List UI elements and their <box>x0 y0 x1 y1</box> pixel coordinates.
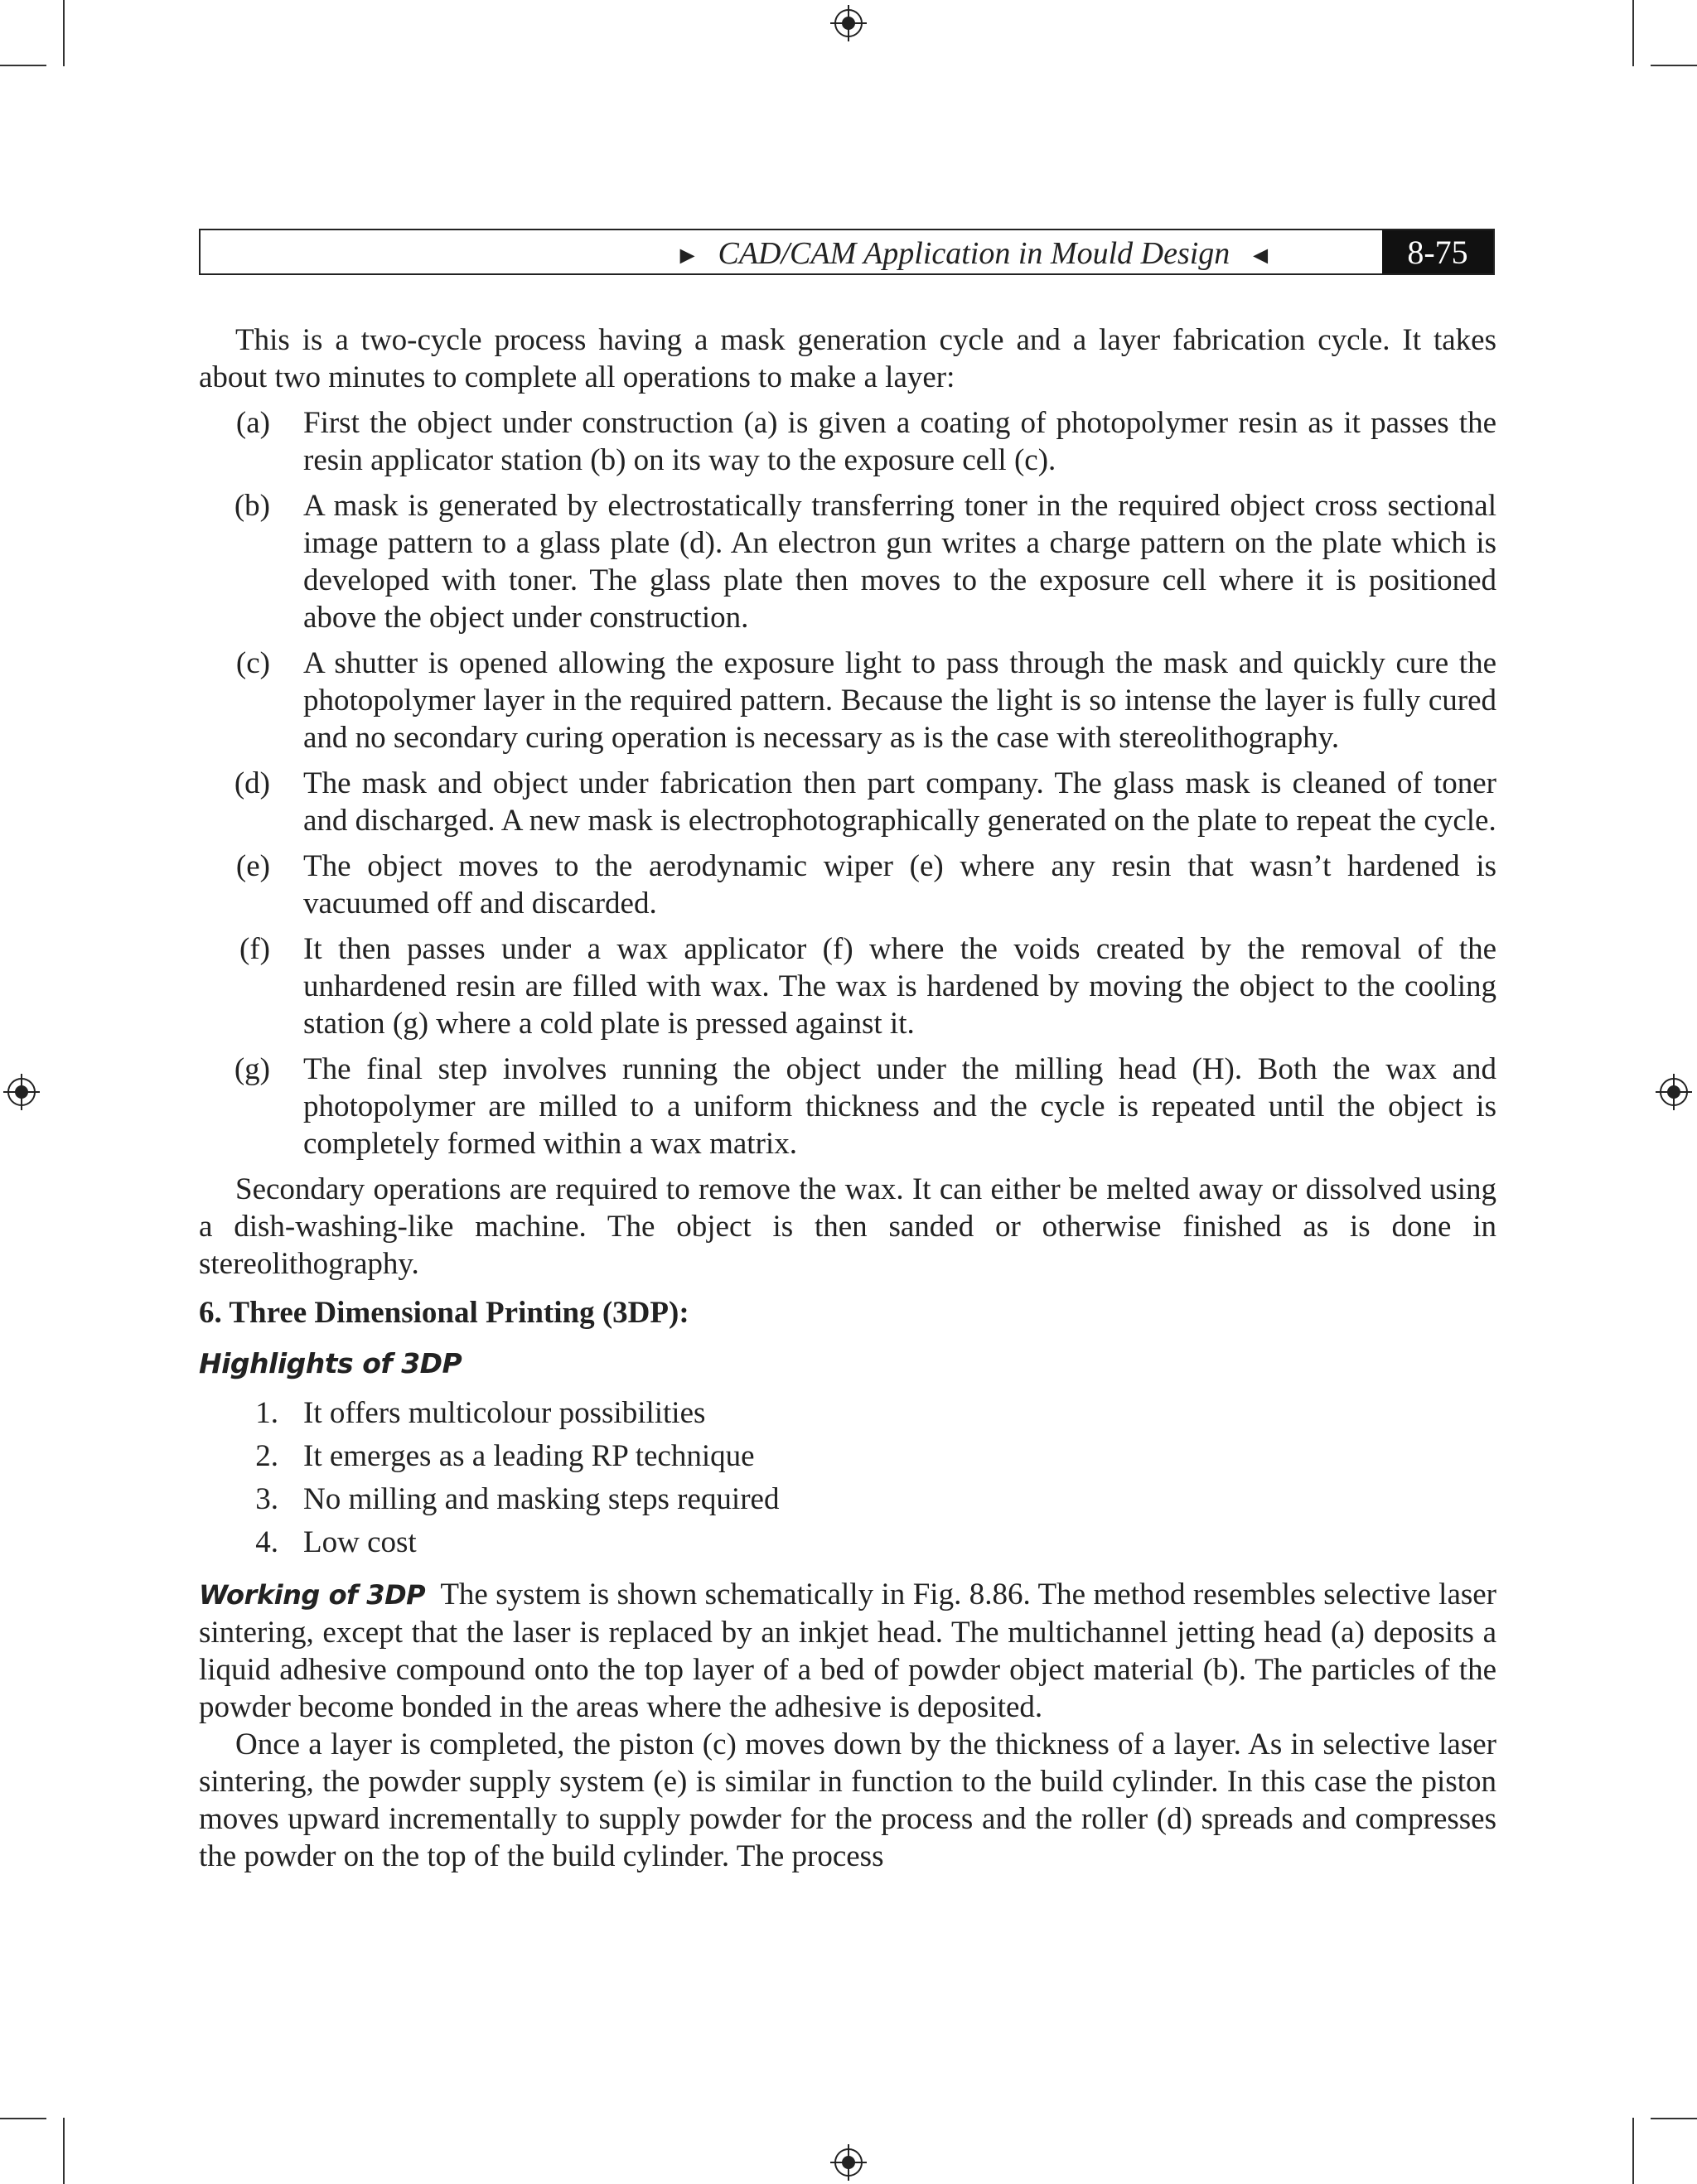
highlights-list <box>199 1392 1496 1564</box>
registration-mark-icon <box>830 5 867 41</box>
step-label: (d) <box>234 766 270 800</box>
list-item <box>199 1521 1496 1564</box>
registration-mark-icon <box>830 2144 867 2181</box>
section-heading: 6. Three Dimensional Printing (3DP): <box>199 1296 689 1330</box>
list-item <box>199 487 1496 636</box>
list-item <box>199 1392 1496 1435</box>
closing-paragraph: Once a layer is completed, the piston (c) moves down by the thickness of a layer. As in selective laser sintering, the powder supply system (e) is similar in function to the build cylinder. In this case the piston moves upward incrementally to supply powder for the process and the roller (d) spreads and compresses the powder on the top of the build cylinder. The process <box>199 1727 1496 1873</box>
triangle-right-icon: ► <box>674 242 700 269</box>
triangle-left-icon: ◄ <box>1248 242 1273 269</box>
registration-mark-icon <box>3 1074 40 1110</box>
crop-mark <box>63 0 65 66</box>
step-text: The mask and object under fabrication then part company. The glass mask is cleaned of toner and discharged. A new mask is electrophotographically generated on the plate to repeat the cycle. <box>303 766 1496 838</box>
list-item <box>199 848 1496 922</box>
highlight-number: 2. <box>255 1439 278 1473</box>
page-body <box>199 321 1496 1875</box>
highlight-text: It emerges as a leading RP technique <box>303 1439 755 1473</box>
working-run-in-heading: Working of 3DP <box>199 1579 426 1611</box>
step-text: The object moves to the aerodynamic wiper (e) where any resin that wasn’t hardened is vacuumed off and discarded. <box>303 849 1496 920</box>
crop-mark <box>1632 0 1634 66</box>
list-item <box>199 930 1496 1042</box>
step-text: It then passes under a wax applicator (f) where the voids created by the removal of the unhardened resin are filled with wax. The wax is hardened by moving the object to the cooling station (g) where a cold plate is pressed against it. <box>303 932 1496 1041</box>
crop-mark <box>0 65 46 66</box>
crop-mark <box>1651 65 1697 66</box>
list-item <box>199 1051 1496 1162</box>
list-item <box>199 404 1496 479</box>
chapter-title <box>657 230 1291 273</box>
highlight-number: 1. <box>255 1396 278 1430</box>
step-text: A shutter is opened allowing the exposure light to pass through the mask and quickly cure the photopolymer layer in the required pattern. Because the light is so intense the layer is fully cured and no secondary curing operation is necessary as is the case with stereolithography. <box>303 646 1496 755</box>
crop-mark <box>1651 2118 1697 2119</box>
highlight-text: Low cost <box>303 1525 417 1559</box>
list-item <box>199 1478 1496 1521</box>
highlights-heading: Highlights of 3DP <box>199 1347 462 1379</box>
step-text: A mask is generated by electrostatically transferring toner in the required object cross sectional image pattern to a glass plate (d). An electron gun writes a charge pattern on the plate which is developed with toner. The glass plate then moves to the exposure cell where it is positioned above the object under construction. <box>303 489 1496 635</box>
step-text: First the object under construction (a) is given a coating of photopolymer resin as it passes the resin applicator station (b) on its way to the exposure cell (c). <box>303 406 1496 477</box>
secondary-operations-paragraph: Secondary operations are required to remove the wax. It can either be melted away or dissolved using a dish-washing-like machine. The object is then sanded or otherwise finished as is done in stereolithography. <box>199 1172 1496 1281</box>
list-item <box>199 1435 1496 1478</box>
running-header <box>199 229 1495 275</box>
working-paragraph <box>199 1576 1496 1726</box>
step-label: (c) <box>235 646 270 680</box>
highlight-number: 4. <box>255 1525 278 1559</box>
crop-mark <box>63 2118 65 2184</box>
highlight-number: 3. <box>255 1482 278 1516</box>
chapter-title-text: CAD/CAM Application in Mould Design <box>718 236 1230 271</box>
working-text: The system is shown schematically in Fig. 8.86. The method resembles selective laser sintering, except that the laser is replaced by an inkjet head. The multichannel jetting head (a) deposits a liquid adhesive compound onto the top layer of a bed of powder object material (b). The particles of the powder become bonded in the areas where the adhesive is deposited. <box>199 1578 1497 1724</box>
registration-mark-icon <box>1656 1074 1692 1110</box>
crop-mark <box>1632 2118 1634 2184</box>
step-label: (a) <box>235 406 270 440</box>
list-item <box>199 765 1496 839</box>
step-label: (b) <box>234 489 270 523</box>
step-label: (f) <box>239 932 270 966</box>
list-item <box>199 645 1496 756</box>
crop-mark <box>0 2118 46 2119</box>
highlight-text: It offers multicolour possibilities <box>303 1396 706 1430</box>
page-number: 8-75 <box>1382 230 1493 273</box>
intro-paragraph: This is a two-cycle process having a mask generation cycle and a layer fabrication cycle. It takes about two minutes to complete all operations to make a layer: <box>199 323 1496 394</box>
process-steps-list <box>199 404 1496 1162</box>
highlight-text: No milling and masking steps required <box>303 1482 780 1516</box>
step-text: The final step involves running the object under the milling head (H). Both the wax and photopolymer are milled to a uniform thickness and the cycle is repeated until the object is completely formed within a wax matrix. <box>303 1052 1496 1161</box>
step-label: (e) <box>235 849 270 883</box>
step-label: (g) <box>234 1052 270 1086</box>
